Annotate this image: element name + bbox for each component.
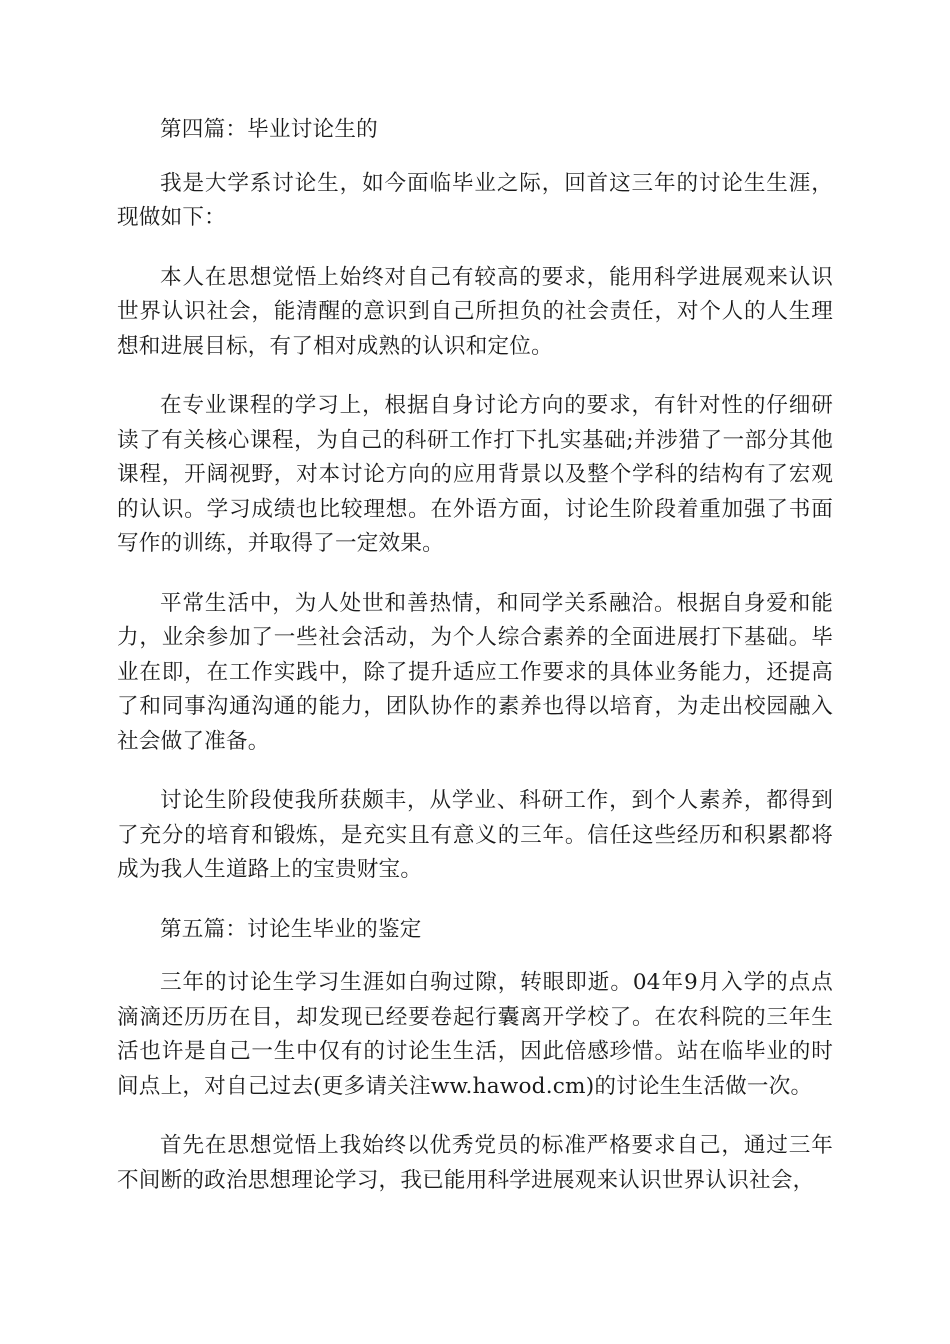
paragraph: 本人在思想觉悟上始终对自己有较高的要求，能用科学进展观来认识世界认识社会，能清醒的意识到自己所担负的社会责任，对个人的人生理想和进展目标，有了相对成熟的认识和定位。 [117,264,833,359]
paragraph: 讨论生阶段使我所获颇丰，从学业、科研工作，到个人素养，都得到了充分的培育和锻炼，是充实且有意义的三年。信任这些经历和积累都将成为我人生道路上的宝贵财宝。 [117,788,833,882]
paragraph: 首先在思想觉悟上我始终以优秀党员的标准严格要求自己，通过三年不间断的政治思想理论学习，我已能用科学进展观来认识世界认识社会， [117,1133,833,1193]
paragraph: 我是大学系讨论生，如今面临毕业之际，回首这三年的讨论生生涯，现做如下： [117,170,833,230]
section-heading: 第五篇：讨论生毕业的鉴定 [160,916,422,942]
paragraph: 三年的讨论生学习生涯如白驹过隙，转眼即逝。04年9月入学的点点滴滴还历历在目，却发现已经要卷起行囊离开学校了。在农科院的三年生活也许是自己一生中仅有的讨论生生活，因此倍感珍惜。站在临毕业的时间点上，对自己过去(更多请关注ww.hawod.cm)的讨论生生活做一次。 [117,970,833,1099]
paragraph: 在专业课程的学习上，根据自身讨论方向的要求，有针对性的仔细研读了有关核心课程，为自己的科研工作打下扎实基础;并涉猎了一部分其他课程，开阔视野，对本讨论方向的应用背景以及整个学科的结构有了宏观的认识。学习成绩也比较理想。在外语方面，讨论生阶段着重加强了书面写作的训练，并取得了一定效果。 [117,393,833,556]
section-heading: 第四篇：毕业讨论生的 [160,117,378,142]
paragraph: 平常生活中，为人处世和善热情，和同学关系融洽。根据自身爱和能力，业余参加了一些社会活动，为个人综合素养的全面进展打下基础。毕业在即，在工作实践中，除了提升适应工作要求的具体业务能力，还提高了和同事沟通沟通的能力，团队协作的素养也得以培育，为走出校园融入社会做了准备。 [117,590,833,754]
document-body [117,113,833,1223]
